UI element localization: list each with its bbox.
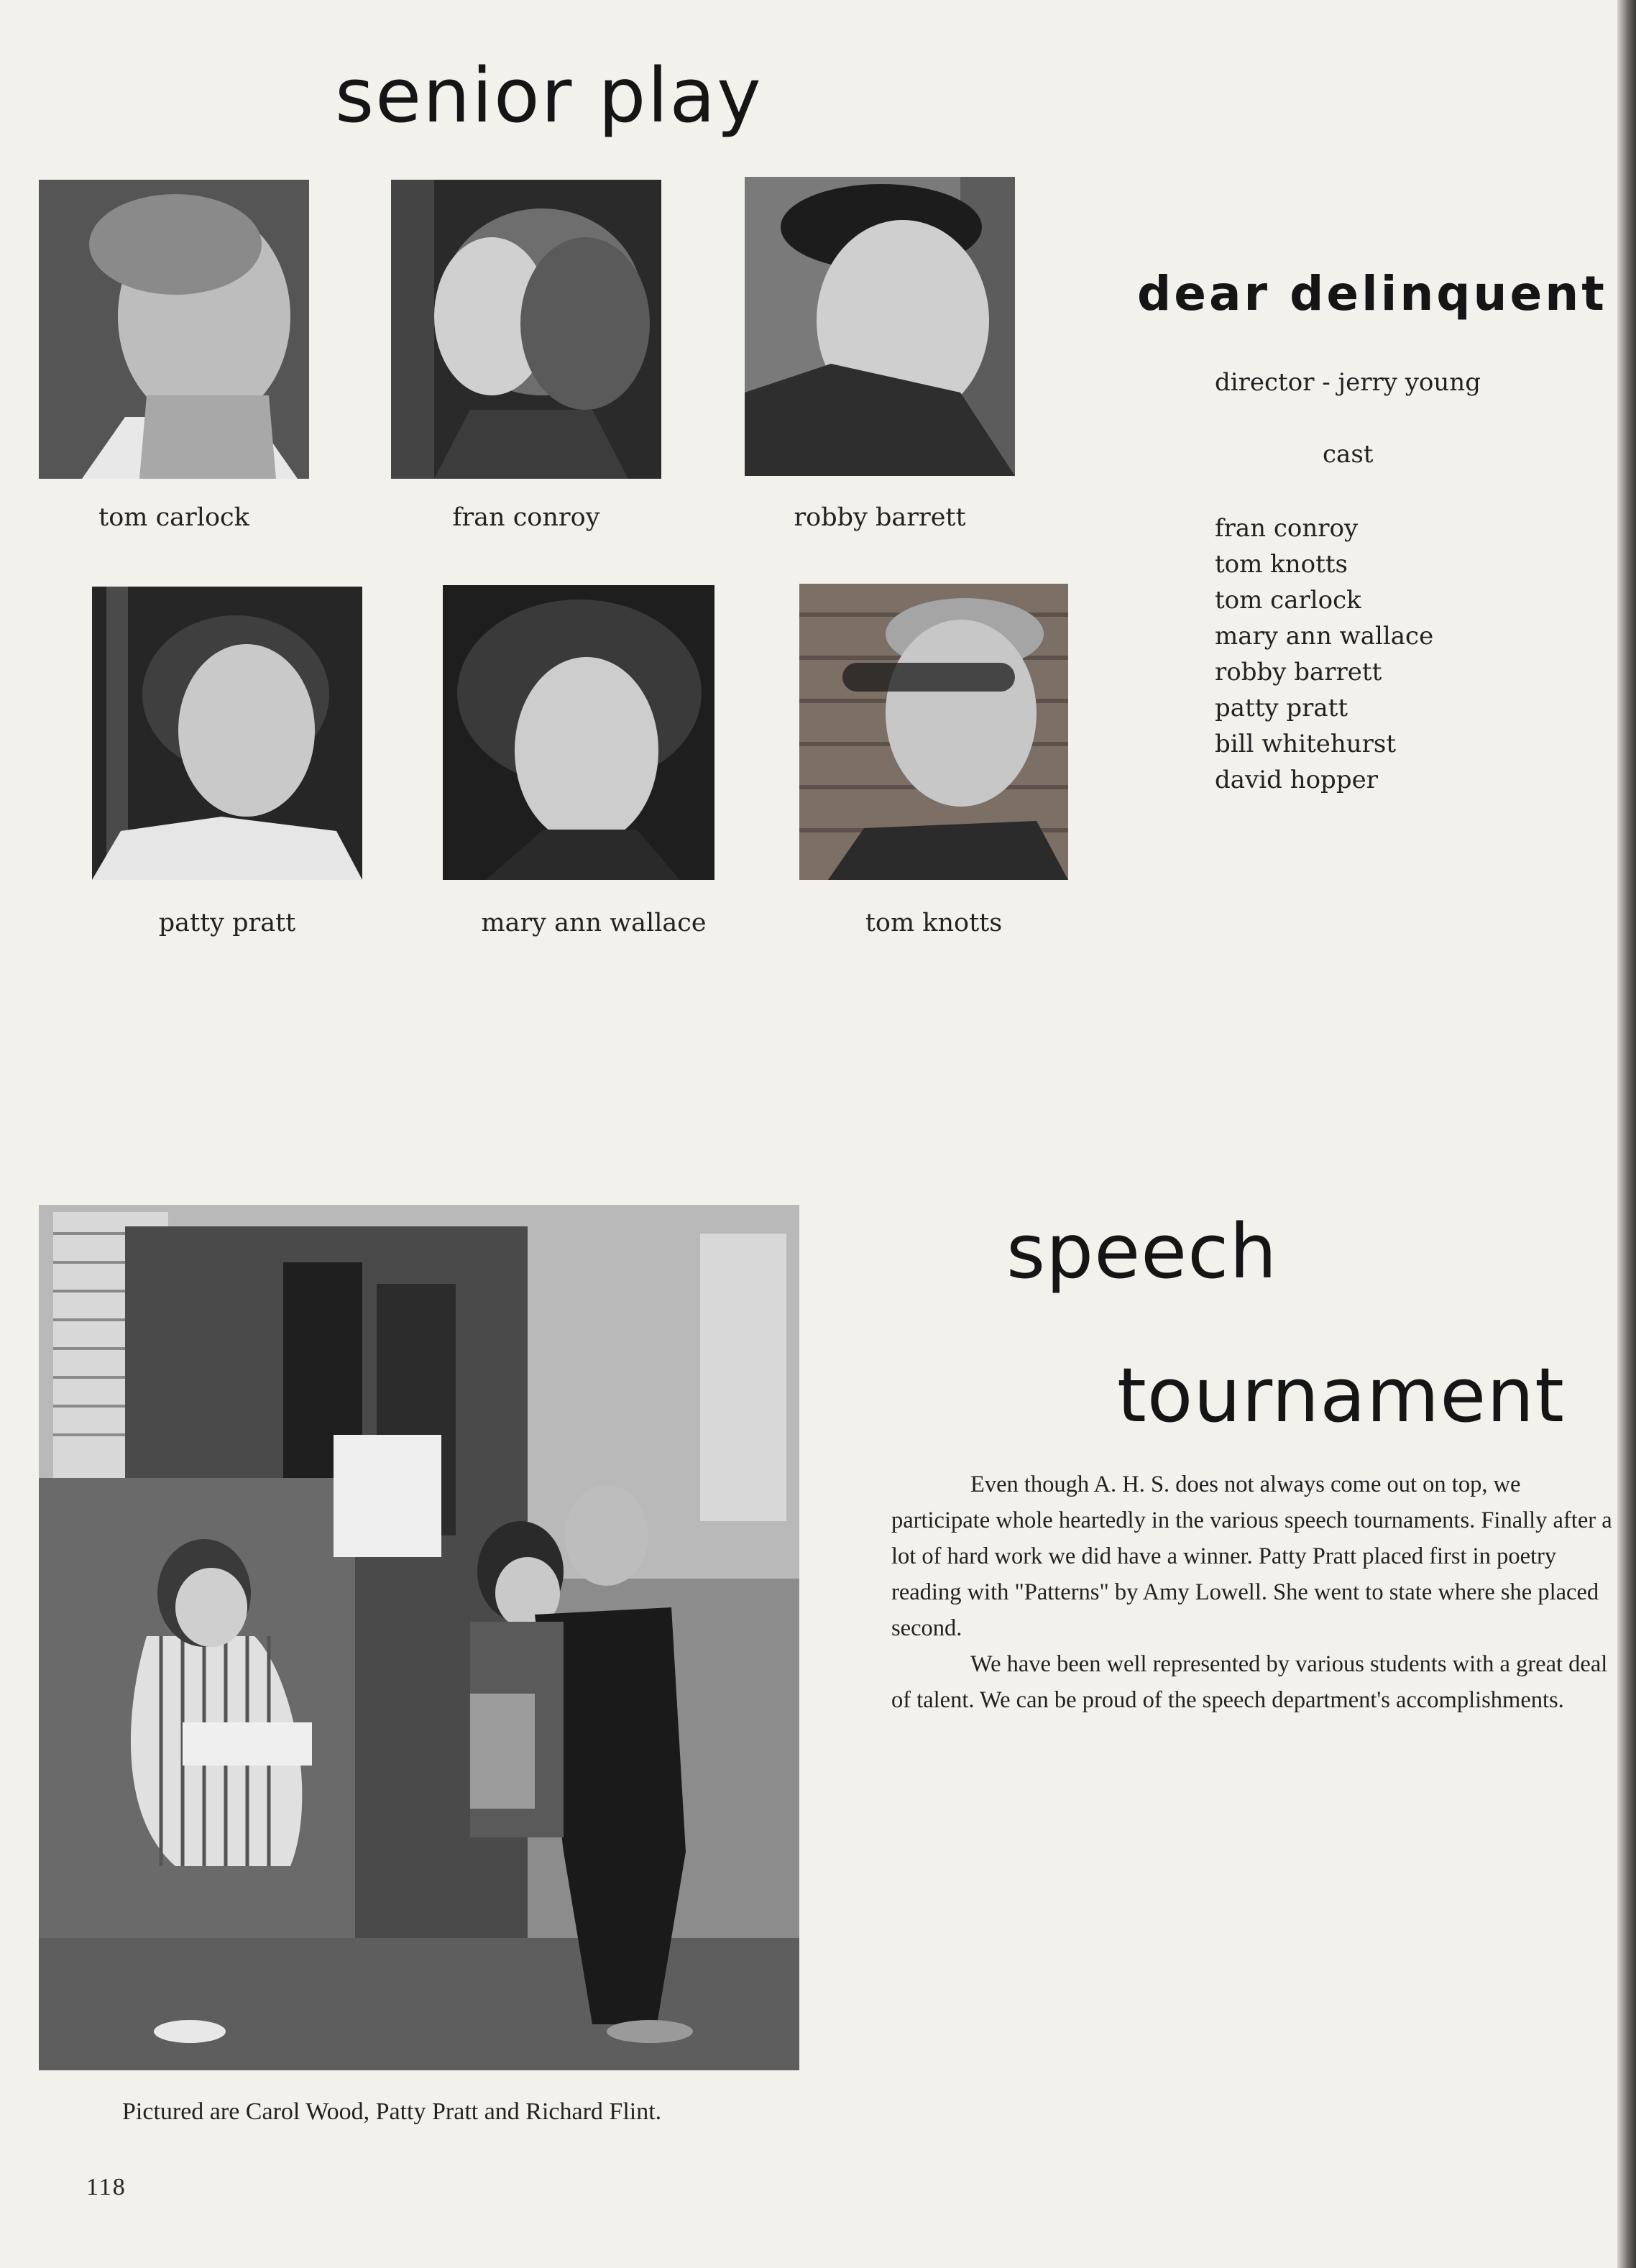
photo-caption: Pictured are Carol Wood, Patty Pratt and Richard Flint. [122, 2098, 662, 2125]
cast-label: cast [1323, 440, 1374, 469]
portrait-photo-mary-ann-wallace [443, 585, 714, 880]
cast-member: bill whitehurst [1215, 730, 1397, 758]
cast-member: tom carlock [1215, 586, 1361, 615]
portrait-photo-patty-pratt [92, 587, 362, 880]
cast-member: david hopper [1215, 766, 1378, 794]
group-photo-speech-students [39, 1205, 799, 2070]
portrait-photo-tom-carlock [39, 180, 309, 479]
portrait-photo-fran-conroy [391, 180, 661, 479]
article-paragraph: Even though A. H. S. does not always come out on top, we participate whole heartedly in the various speech tournaments. Finally after a lot of hard work we did have a winner. Patty Pratt placed first in poetry reading with "Patterns" by Amy Lowell. She went to state where she placed second. [891, 1472, 1612, 1641]
play-title: dear delinquent [1137, 266, 1607, 321]
section-title-tournament: tournament [1117, 1351, 1565, 1439]
cast-member: fran conroy [1215, 514, 1359, 543]
portrait-caption: tom carlock [98, 503, 249, 532]
cast-list [1215, 510, 1433, 798]
portrait-photo-robby-barrett [745, 177, 1015, 476]
portrait-caption: mary ann wallace [481, 909, 707, 937]
section-title-senior-play: senior play [335, 52, 763, 139]
director-line: director - jerry young [1215, 368, 1481, 397]
portrait-caption: robby barrett [794, 503, 966, 532]
cast-member: robby barrett [1215, 658, 1382, 687]
section-title-speech: speech [1006, 1208, 1278, 1295]
page-binding-edge [1617, 0, 1636, 2268]
article-body [891, 1466, 1617, 1718]
page-number: 118 [86, 2174, 127, 2200]
portrait-caption: fran conroy [452, 503, 600, 532]
article-paragraph: We have been well represented by various students with a great deal of talent. We can be proud of the speech department's accomplishments. [891, 1651, 1608, 1713]
cast-member: patty pratt [1215, 694, 1348, 722]
portrait-caption: patty pratt [158, 909, 296, 937]
cast-member: mary ann wallace [1215, 622, 1434, 651]
cast-member: tom knotts [1215, 550, 1348, 579]
portrait-photo-tom-knotts [799, 584, 1068, 880]
portrait-caption: tom knotts [865, 909, 1003, 937]
